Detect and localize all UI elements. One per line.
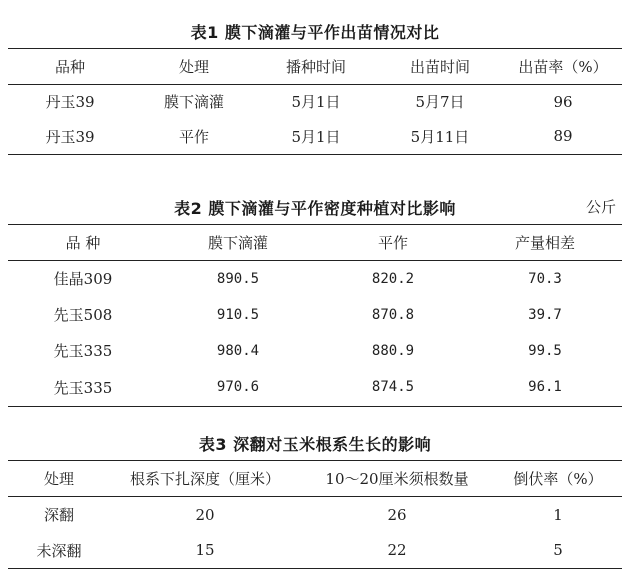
table3-title: 表3 深翻对玉米根系生长的影响 (198, 435, 432, 454)
table-cell: 5月7日 (415, 93, 465, 112)
table-cell: 15 (110, 533, 300, 569)
table-row (8, 369, 622, 407)
table2-header-cell: 产量相差 (468, 225, 622, 261)
table-row (8, 533, 622, 569)
table-cell: 平作 (132, 119, 256, 155)
table-cell: 佳晶309 (53, 270, 113, 289)
table-cell: 820.2 (371, 270, 415, 287)
table2 (8, 224, 622, 407)
table-cell: 丹玉39 (8, 119, 132, 155)
table-row (8, 297, 622, 333)
table-cell: 膜下滴灌 (163, 93, 224, 112)
table-cell: 5月1日 (256, 119, 376, 155)
table-cell: 910.5 (216, 306, 260, 323)
table1-title: 表1 膜下滴灌与平作出苗情况对比 (190, 23, 440, 42)
table-cell: 874.5 (318, 369, 468, 407)
table3-block (8, 424, 622, 574)
table-cell: 89 (504, 119, 622, 155)
table-cell: 5月11日 (376, 119, 504, 155)
table-cell: 先玉335 (53, 342, 113, 360)
table3-header-cell: 根系下扎深度（厘米） (110, 461, 300, 497)
table2-header-cell: 品 种 (8, 225, 158, 261)
table2-header-cell: 膜下滴灌 (158, 225, 318, 261)
table3 (8, 460, 622, 569)
table-row (8, 261, 622, 297)
table-cell: 深翻 (43, 506, 74, 525)
table2-header-row (8, 225, 622, 261)
table-cell: 先玉508 (53, 306, 113, 324)
table-cell: 丹玉39 (45, 93, 95, 112)
table1-header-cell: 处理 (132, 49, 256, 85)
table-cell: 5月1日 (291, 93, 341, 112)
table-cell: 970.6 (158, 369, 318, 407)
table3-header-cell: 倒伏率（%） (494, 461, 622, 497)
table3-header-cell: 处理 (8, 461, 110, 497)
table2-unit: 公斤 (585, 198, 616, 216)
table1-header-cell: 品种 (8, 49, 132, 85)
table-cell: 39.7 (528, 306, 562, 323)
table-cell: 26 (387, 505, 407, 524)
table3-header-row (8, 461, 622, 497)
table1-header-row (8, 49, 622, 85)
table1-header-cell: 出苗率（%） (504, 49, 622, 85)
table1-block (8, 0, 622, 160)
table-cell: 99.5 (528, 342, 562, 359)
table-cell: 22 (300, 533, 494, 569)
table-row (8, 85, 622, 119)
table-cell: 96.1 (468, 369, 622, 407)
table-cell: 未深翻 (8, 533, 110, 569)
table-cell: 1 (553, 505, 563, 524)
table-cell: 870.8 (371, 306, 415, 323)
table3-header-cell: 10～20厘米须根数量 (300, 461, 494, 497)
table-row (8, 333, 622, 369)
table2-header-cell: 平作 (318, 225, 468, 261)
table2-block (8, 190, 622, 405)
table-cell: 880.9 (371, 342, 415, 359)
table-cell: 先玉335 (8, 369, 158, 407)
table-cell: 980.4 (216, 342, 260, 359)
table-row (8, 119, 622, 155)
table-cell: 20 (195, 505, 215, 524)
table-cell: 70.3 (528, 270, 562, 287)
table-row (8, 497, 622, 533)
table1-header-cell: 播种时间 (256, 49, 376, 85)
table1-header-cell: 出苗时间 (376, 49, 504, 85)
table2-title: 表2 膜下滴灌与平作密度种植对比影响 (174, 199, 456, 218)
table-cell: 890.5 (216, 270, 260, 287)
table-cell: 5 (494, 533, 622, 569)
table-cell: 96 (553, 92, 573, 111)
table1 (8, 48, 622, 155)
